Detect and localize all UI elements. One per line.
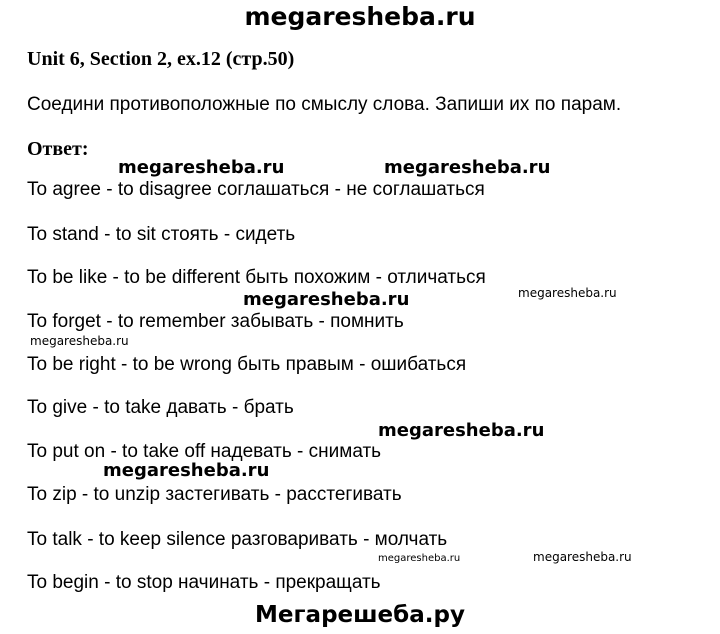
answer-pair: To begin - to stop начинать - прекращать bbox=[27, 572, 381, 593]
exercise-title: Unit 6, Section 2, ex.12 (стр.50) bbox=[27, 48, 295, 70]
answer-label: Ответ: bbox=[27, 138, 89, 160]
watermark: megaresheba.ru bbox=[103, 460, 270, 481]
answer-pair: To give - to take давать - брать bbox=[27, 397, 294, 418]
answer-pair: To talk - to keep silence разговаривать - молчать bbox=[27, 529, 448, 550]
answer-pair: To put on - to take off надевать - снимать bbox=[27, 441, 382, 462]
watermark: megaresheba.ru bbox=[30, 334, 129, 348]
answer-pair: To zip - to unzip застегивать - расстегивать bbox=[27, 484, 402, 505]
answer-pair: To be like - to be different быть похожим - отличаться bbox=[27, 267, 486, 288]
watermark: megaresheba.ru bbox=[384, 157, 551, 178]
exercise-instruction: Соедини противоположные по смыслу слова. Запиши их по парам. bbox=[27, 94, 622, 115]
watermark: megaresheba.ru bbox=[378, 420, 545, 441]
answer-pair: To stand - to sit стоять - сидеть bbox=[27, 224, 296, 245]
answer-pair: To forget - to remember забывать - помнить bbox=[27, 311, 404, 332]
watermark: megaresheba.ru bbox=[378, 553, 461, 564]
watermark: megaresheba.ru bbox=[118, 157, 285, 178]
site-footer-logo: Мегарешеба.ру bbox=[255, 602, 465, 628]
answer-pair: To agree - to disagree соглашаться - не соглашаться bbox=[27, 179, 485, 200]
watermark: megaresheba.ru bbox=[533, 550, 632, 564]
site-header-logo: megaresheba.ru bbox=[244, 2, 476, 31]
watermark: megaresheba.ru bbox=[518, 286, 617, 300]
answer-pair: To be right - to be wrong быть правым - ошибаться bbox=[27, 354, 467, 375]
watermark: megaresheba.ru bbox=[243, 289, 410, 310]
